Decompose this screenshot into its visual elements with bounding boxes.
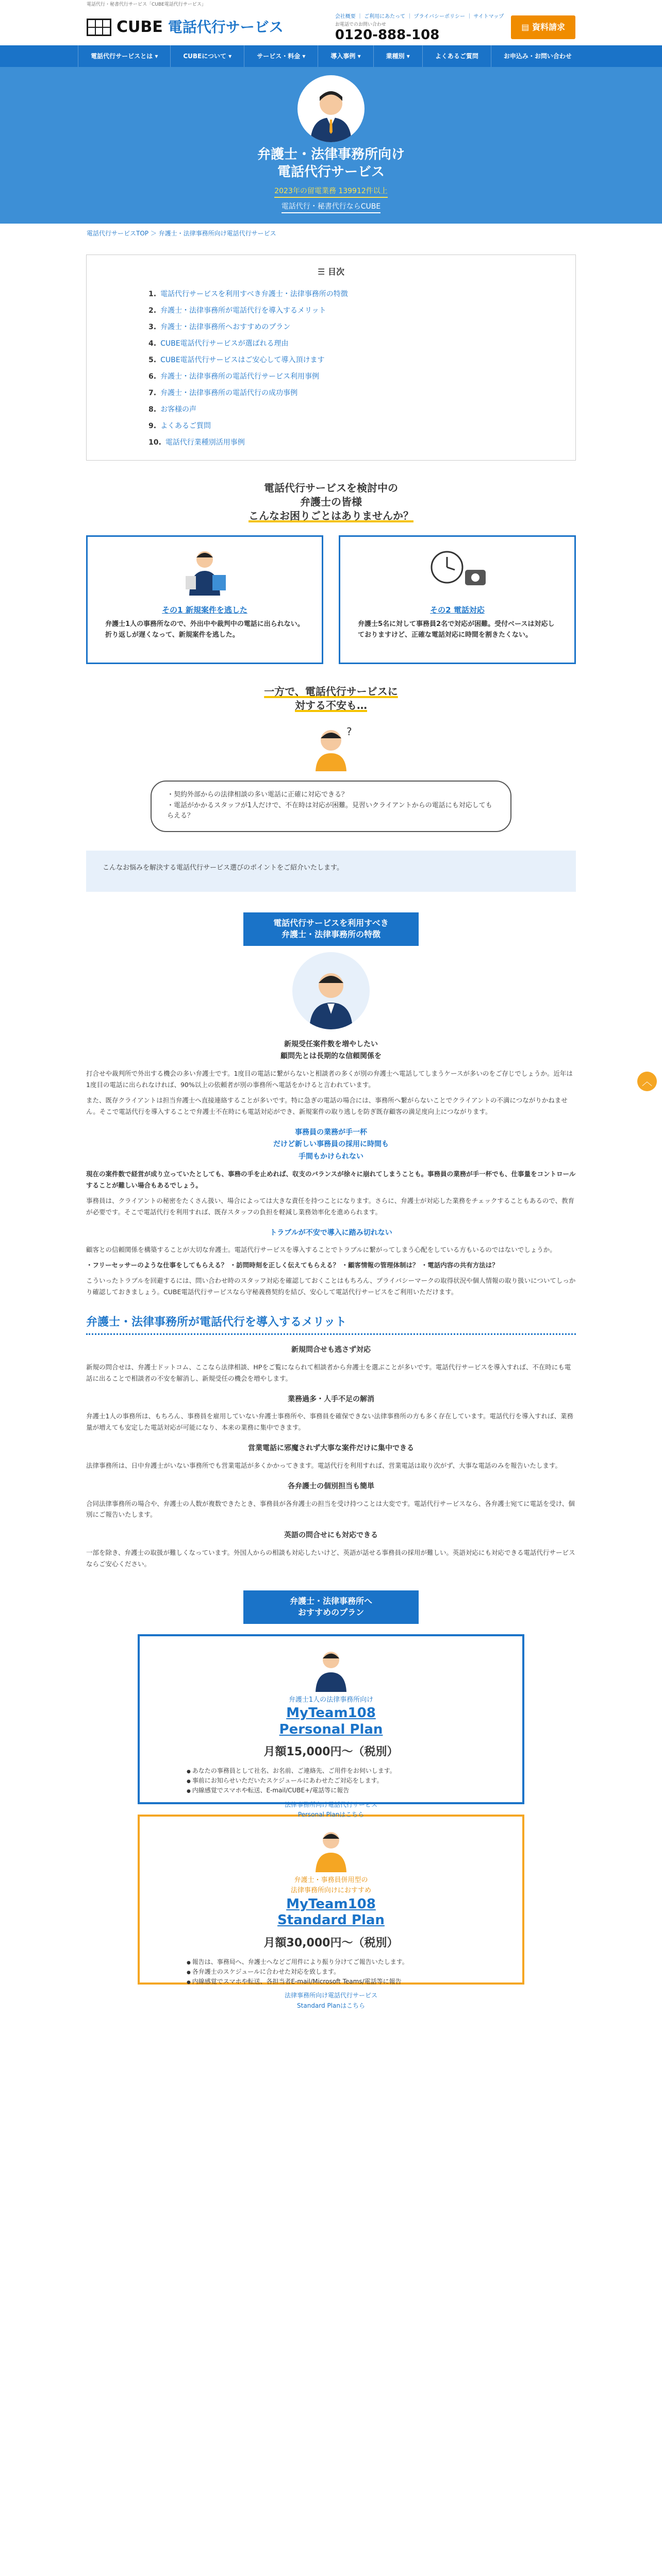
merit-3-text: 法律事務所は、日中弁護士がいない事務所でも営業電話が多くかかってきます。電話代行を利用すれば、営業電話は取り次がず、大事な電話のみを報告いたします。 bbox=[86, 1461, 562, 1469]
merit-4-title: 各弁護士の個別担当も簡単 bbox=[288, 1482, 374, 1490]
list-item: ● 各弁護士のスケジュールに合わせた対応を致します。 bbox=[187, 1967, 475, 1977]
list-item: ● あなたの事務員として社名、お名前、ご連絡先、ご用件をお伺いします。 bbox=[187, 1766, 475, 1776]
personal-plan-card: 弁護士1人の法律事務所向け MyTeam108 Personal Plan 月額15,000円〜（税別） ● あなたの事務員として社名、お名前、ご連絡先、ご用件をお伺いします。 ● 事前にお知らせいただいたスケジュールにあわせたご対応をします。 ● 内線感覚でスマホや転送、E-mail/CUBE+/電話等に報告 法律事務所向け電話代行サービス Personal Planはこちら bbox=[138, 1634, 524, 1804]
hero-badge-2: 電話代行・秘書代行ならCUBE bbox=[282, 201, 380, 213]
document-icon: ▤ bbox=[521, 22, 532, 32]
toc-item[interactable]: 7. 弁護士・法律事務所の電話代行の成功事例 bbox=[148, 388, 298, 397]
header-links[interactable]: 会社概要 ｜ ご利用にあたって ｜ プライバシーポリシー ｜ サイトマップ bbox=[335, 13, 504, 20]
merit-heading: 弁護士・法律事務所が電話代行を導入するメリット bbox=[86, 1313, 576, 1335]
feature-3-text-2: ・フリーセッサーのような仕事をしてもらえる？ ・訪問時刻を正しく伝えてもらえる？ ・顧客情報の管理体制は？ ・電話内容の共有方法は？ bbox=[86, 1261, 499, 1269]
lawyer-portrait-illustration bbox=[292, 952, 370, 1029]
merit-5-title: 英語の問合せにも対応できる bbox=[284, 1531, 378, 1540]
toc-item[interactable]: 9. よくあるご質問 bbox=[148, 421, 211, 430]
brand-name: CUBE bbox=[117, 18, 163, 36]
cube-logo-icon bbox=[87, 19, 111, 36]
scroll-top-button[interactable] bbox=[637, 1072, 657, 1091]
standard-plan-card: 弁護士・事務員併用型の 法律事務所向けにおすすめ MyTeam108 Standard Plan 月額30,000円〜（税別） ● 報告は、事務局へ、弁護士へなどご用件により振り分けてご報告いたします。 ● 各弁護士のスケジュールに合わせた対応を致します。 ● 内線感覚でスマホや転送、各担当者E-mail/Microsoft Teams/電話等に報告 法律事務所向け電話代行サービス Standard Planはこちら bbox=[138, 1815, 524, 1985]
toc-item[interactable]: 2. 弁護士・法律事務所が電話代行を導入するメリット bbox=[148, 306, 326, 315]
features-heading: 電話代行サービスを利用すべき 弁護士・法律事務所の特徴 bbox=[243, 912, 419, 946]
personal-plan-features bbox=[187, 1766, 475, 1796]
feature-1-text-1: 打合せや裁判所で外出する機会の多い弁護士です。1度目の電話に繋がらないと相談者の多くが別の弁護士へ電話してしまうケースが多いのをご存じでしょうか。近年は1度目の電話に出られなければ、90%以上の依頼者が別の事務所へ電話をかけると言われています。 bbox=[86, 1070, 573, 1089]
toc-item[interactable]: 10. 電話代行業種別活用事例 bbox=[148, 438, 245, 447]
merit-5-text: 一部を除き、弁護士の取扱が難しくなっています。外国人からの相談も対応したいけど、英語が話せる事務員の採用が難しい。英語対応にも対応できる電話代行サービスならご安心ください。 bbox=[86, 1549, 575, 1568]
logo-link[interactable] bbox=[87, 15, 284, 40]
personal-plan-price: 月額15,000円〜（税別） bbox=[263, 1745, 399, 1758]
hero-title-2: 電話代行サービス bbox=[277, 164, 385, 180]
busy-lawyer-illustration bbox=[95, 544, 315, 601]
toc-item[interactable]: 8. お客様の声 bbox=[148, 405, 197, 414]
list-item: ● 内線感覚でスマホや転送、各担当者E-mail/Microsoft Teams/電話等に報告 bbox=[187, 1977, 475, 1987]
toc-item[interactable]: 1. 電話代行サービスを利用すべき弁護士・法律事務所の特徴 bbox=[148, 290, 348, 298]
team-lawyer-icon bbox=[308, 1826, 354, 1872]
feature-1-text-2: また、既存クライアントは担当弁護士へ直接連絡することが多いです。特に急ぎの電話の場合には、事務所へ繋がらないことでクライアントの不満につながりかねません。そこで電話代行を導入することで弁護士不在時にも電話対応ができ、新規案件の取り逃しを防ぎ既存顧客の満足度向上につながります。 bbox=[86, 1096, 568, 1115]
chevron-up-icon: ︿ bbox=[642, 1075, 652, 1088]
nav-item-contact[interactable]: お申込み・お問い合わせ bbox=[491, 45, 584, 67]
merit-2-text: 弁護士1人の事務所は、もちろん、事務員を雇用していない弁護士事務所や、事務員を確保できない法律事務所の方も多く存在しています。電話代行を導入すれば、業務量が増えても安定した電話対応が可能になり、本来の業務に集中できます。 bbox=[86, 1412, 573, 1432]
personal-plan-link[interactable]: 法律事務所向け電話代行サービス Personal Planはこちら bbox=[284, 1801, 377, 1818]
toc-item[interactable]: 6. 弁護士・法律事務所の電話代行サービス利用事例 bbox=[148, 372, 320, 381]
list-item: ● 報告は、事務局へ、弁護士へなどご用件により振り分けてご報告いたします。 bbox=[187, 1957, 475, 1967]
worry-box-1: その1 新規案件を逃した 弁護士1人の事務所なので、外出中や裁判中の電話に出られない。折り返しが遅くなって、新規案件を逃した。 bbox=[86, 535, 323, 664]
solo-lawyer-icon bbox=[308, 1646, 354, 1692]
standard-plan-features bbox=[187, 1957, 475, 1987]
feature-3-text-3: こういったトラブルを回避するには、問い合わせ時のスタッフ対応を確認しておくことはもちろん、プライバシーマークの取得状況や個人情報の取り扱いについてしっかり確認しておきましょう。CUBE電話代行サービスなら守秘義務契約を結び、安心して電話代行サービスをご利用いただけます。 bbox=[86, 1277, 576, 1296]
standard-plan-price: 月額30,000円〜（税別） bbox=[263, 1936, 399, 1950]
worries bbox=[86, 535, 576, 664]
nav-item-faq[interactable]: よくあるご質問 bbox=[422, 45, 491, 67]
site-title: 電話代行サービス bbox=[168, 18, 284, 36]
feature-3-text-1: 顧客との信頼関係を構築することが大切な弁護士。電話代行サービスを導入することでトラブルに繋がってしまう心配をしている方もいるのではないでしょうか。 bbox=[86, 1246, 556, 1254]
anxiety-bubble: ・契約外部からの法律相談の多い電話に正確に対応できる？ ・電話がかかるスタッフが1人だけで、不在時は対応が困難。見習いクライアントからの電話にも対応してもらえる？ bbox=[151, 781, 511, 832]
standard-plan-name: MyTeam108 Standard Plan bbox=[277, 1896, 385, 1928]
feature-2-text-2: 事務員は、クライアントの秘密をたくさん扱い、場合によっては大きな責任を持つことになります。さらに、弁護士が対応した業務をチェックすることもあるので、教育が必要です。そこで電話代行を利用すれば、既存スタッフの負担を軽減し業務効率化を進められます。 bbox=[86, 1196, 575, 1216]
worry-heading: 電話代行サービスを検討中の 弁護士の皆様 こんなお困りごとはありませんか？ bbox=[249, 482, 413, 522]
personal-plan-name: MyTeam108 Personal Plan bbox=[279, 1705, 383, 1737]
list-item: ● 内線感覚でスマホや転送、E-mail/CUBE+/電話等に報告 bbox=[187, 1786, 475, 1795]
feature-2-text-1: 現在の案件数で経営が成り立っていたとしても、事務の手を止めれば、収支のバランスが徐々に崩れてしまうことも。事務員の業務が手一杯でも、仕事量をコントロールすることが難しい場合もあるでしょう。 bbox=[86, 1170, 576, 1189]
feature-1-title: 新規受任案件数を増やしたい 顧問先とは長期的な信頼関係を bbox=[280, 1040, 382, 1061]
merit-1-text: 新規の問合せは、弁護士ドットコム、ここなら法律相談、HPをご覧になられて相談者から弁護士を選ぶことが多いです。電話代行サービスを導入すれば、不在時にも電話に出ることで相談者の不安を解消し、新規受任の機会を増やします。 bbox=[86, 1363, 571, 1382]
nav-item-industry[interactable]: 業種別 ▾ bbox=[373, 45, 422, 67]
toc-item[interactable]: 4. CUBE電話代行サービスが選ばれる理由 bbox=[148, 339, 289, 348]
breadcrumb[interactable]: 電話代行サービスTOP ＞ 弁護士・法律事務所向け電話代行サービス bbox=[87, 230, 276, 237]
site-header bbox=[0, 9, 662, 45]
nav-item-cube[interactable]: CUBEについて ▾ bbox=[170, 45, 244, 67]
table-of-contents: ☰ 目次 1. 電話代行サービスを利用すべき弁護士・法律事務所の特徴 2. 弁護士・法律事務所が電話代行を導入するメリット 3. 弁護士・法律事務所へおすすめのプラン 4. CUBE電話代行サービスが選ばれる理由 5. CUBE電話代行サービスはご安心して導入頂けます 6. 弁護士・法律事務所の電話代行サービス利用事例 7. 弁護士・法律事務所の電話代行の成功事例 8. お客様の声 9. よくあるご質問 10. 電話代行業種別活用事例 bbox=[86, 255, 576, 461]
standard-plan-link[interactable]: 法律事務所向け電話代行サービス Standard Planはこちら bbox=[284, 1992, 377, 2009]
clock-phone-illustration bbox=[347, 544, 567, 601]
feature-2-title: 事務員の業務が手一杯 だけど新しい事務員の採用に時間も 手間もかけられない bbox=[273, 1128, 389, 1161]
merit-2-title: 業務過多・人手不足の解消 bbox=[288, 1395, 374, 1403]
phone-number[interactable]: 0120-888-108 bbox=[335, 27, 440, 43]
worry-box-2: その2 電話対応 弁護士5名に対して事務員2名で対応が困難。受付ベースは対応しておりますけど、正確な電話対応に時間を割きたくない。 bbox=[339, 535, 576, 664]
lawyer-illustration bbox=[297, 75, 365, 142]
merit-4-text: 合同法律事務所の場合や、弁護士の人数が複数できたとき、事務員が各弁護士の担当を受け持つことは大変です。電話代行サービスなら、各弁護士宛てに電話を受け、個別にご報告いたします。 bbox=[86, 1499, 575, 1519]
topbar: 電話代行・秘書代行サービス「CUBE電話代行サービス」 bbox=[87, 2, 206, 7]
request-docs-button[interactable]: ▤ 資料請求 bbox=[511, 15, 575, 39]
merit-3-title: 営業電話に邪魔されず大事な案件だけに集中できる bbox=[248, 1444, 414, 1453]
merit-1-title: 新規問合せも逃さず対応 bbox=[291, 1346, 371, 1354]
main-nav bbox=[0, 45, 662, 67]
toc-item[interactable]: 5. CUBE電話代行サービスはご安心して導入頂けます bbox=[148, 355, 325, 364]
list-item: ● 事前にお知らせいただいたスケジュールにあわせたご対応をします。 bbox=[187, 1776, 475, 1786]
nav-item-cases[interactable]: 導入事例 ▾ bbox=[318, 45, 373, 67]
list-icon: ☰ bbox=[318, 267, 328, 277]
hero-title-1: 弁護士・法律事務所向け bbox=[257, 147, 405, 162]
svg-text:?: ? bbox=[346, 725, 352, 738]
toc-item[interactable]: 3. 弁護士・法律事務所へおすすめのプラン bbox=[148, 323, 291, 331]
hero bbox=[0, 67, 662, 224]
nav-item-service[interactable]: サービス・料金 ▾ bbox=[244, 45, 318, 67]
thinking-lawyer-illustration bbox=[86, 725, 576, 775]
phone-label: お電話でのお問い合わせ bbox=[335, 22, 386, 27]
anxiety-heading: 一方で、電話代行サービスに 対する不安も… bbox=[264, 685, 398, 711]
nav-item-about[interactable]: 電話代行サービスとは ▾ bbox=[78, 45, 170, 67]
feature-3-title: トラブルが不安で導入に踏み切れない bbox=[270, 1228, 392, 1237]
plans-heading: 弁護士・法律事務所へ おすすめのプラン bbox=[243, 1590, 419, 1624]
hero-badge: 2023年の留電業務 139912件以上 bbox=[274, 185, 388, 198]
intro-note: こんなお悩みを解決する電話代行サービス選びのポイントをご紹介いたします。 bbox=[86, 851, 576, 892]
